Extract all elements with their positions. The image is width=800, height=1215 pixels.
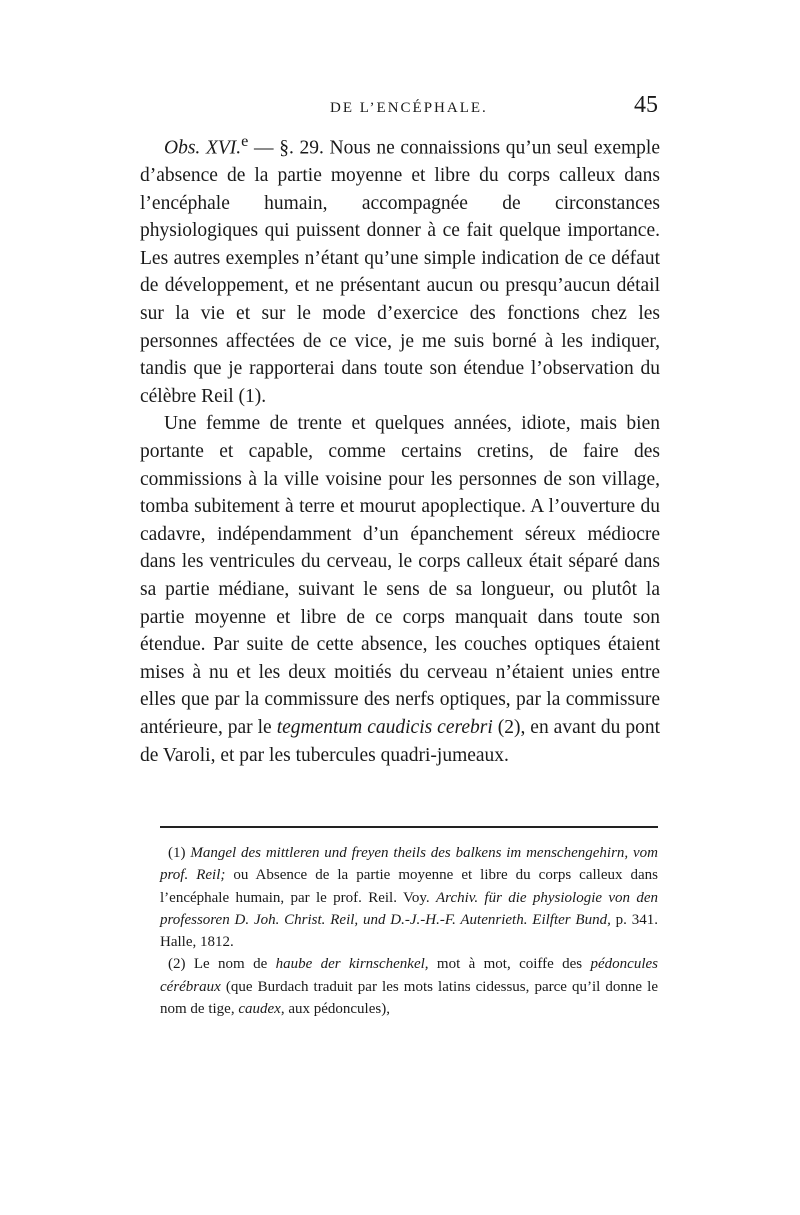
footnote-1-number: (1) xyxy=(168,845,191,861)
footnote-2-text-c: mot à mot, coiffe des xyxy=(428,956,591,973)
footnote-2-german-term: haube der kirnschenkel, xyxy=(275,956,429,973)
footnote-1-title: Mangel des mittleren und freyen theils des balkens im menschengehirn, vom prof. Reil; xyxy=(160,845,658,884)
footnote-1-text: ou Absence de la partie moyenne et libre du corps calleux dans l’encéphale humain, par le prof. Reil. Voy. xyxy=(160,867,658,906)
running-head: DE L’ENCÉPHALE. xyxy=(330,100,488,116)
footnote-1-source: Archiv. für die physiologie von den professoren D. Joh. Christ. Reil, und D.-J.-H.-F. Autenrieth. Eilfter Bund, xyxy=(160,889,659,928)
footnote-2-french-term: pédoncules cérébraux xyxy=(160,956,658,995)
observation-label: Obs. XVI. xyxy=(164,137,242,159)
footnote-1-end: p. 341. Halle, 1812. xyxy=(160,911,658,951)
footnote-rule xyxy=(160,826,658,828)
footnotes xyxy=(160,842,658,1020)
latin-term: tegmentum caudicis cerebri xyxy=(276,716,493,738)
paragraph-observation xyxy=(140,128,660,410)
paragraph-2-end: (2), en avant du pont de Varoli, et par les tubercules quadri-jumeaux. xyxy=(140,716,660,766)
footnote-2-number: (2) xyxy=(168,956,194,973)
footnote-2-text-e: (que Burdach traduit par les mots latins cidessus, parce qu’il donne le nom de tige, xyxy=(160,978,658,1018)
footnote-2 xyxy=(160,953,658,1020)
footnote-2-latin-term: caudex xyxy=(238,1001,281,1018)
page-header xyxy=(140,92,660,128)
footnote-2-text-a: Le nom de xyxy=(193,956,276,973)
page-number: 45 xyxy=(634,92,658,118)
footnote-1 xyxy=(160,842,658,953)
footnote-2-text-g: , aux pédoncules), xyxy=(280,1001,390,1018)
observation-ordinal: e xyxy=(241,132,249,150)
paragraph-1-text: — §. 29. Nous ne connaissions qu’un seul exemple d’absence de la partie moyenne et libre du corps calleux dans l’encéphale humain, accompagnée de circonstances physiologiques qui puissent donner à ce fait quelque importance. Les autres exemples n’étant qu’une simple indication de ce défaut de développement, et ne présentant aucun ou presqu’aucun détail sur la vie et sur le mode d’exercice des fonctions chez les personnes affectées de ce vice, je me suis borné à les indiquer, tandis que je rapporterai dans toute son étendue l’observation du célèbre Reil (1). xyxy=(140,137,660,407)
body-text xyxy=(140,128,660,769)
paragraph-2-text: Une femme de trente et quelques années, idiote, mais bien portante et capable, comme certains cretins, de faire des commissions à la ville voisine pour les personnes de son village, tomba subitement à terre et mourut apoplectique. A l’ouverture du cadavre, indépendamment d’un épanchement séreux médiocre dans les ventricules du cerveau, le corps calleux était séparé dans sa partie médiane, suivant le sens de sa longueur, ou plutôt la partie moyenne et libre de ce corps manquait dans toute son étendue. Par suite de cette absence, les couches optiques étaient mises à nu et les deux moitiés du cerveau n’étaient unies entre elles que par la commissure des nerfs optiques, par la commissure antérieure, par le xyxy=(140,413,660,738)
paragraph-case xyxy=(140,410,660,769)
